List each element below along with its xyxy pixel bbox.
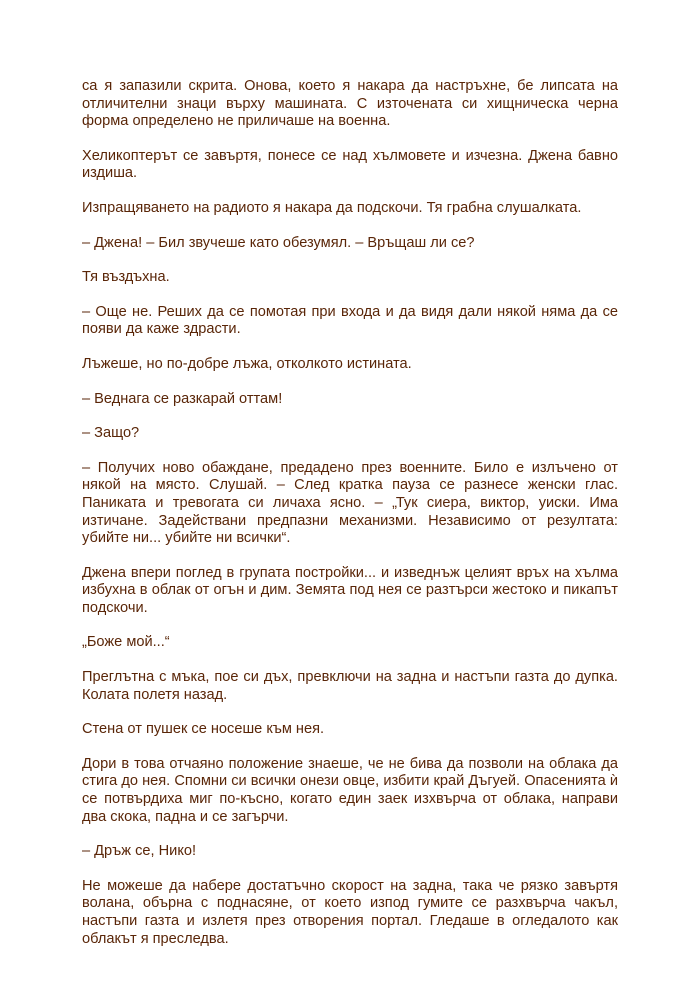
paragraph: – Веднага се разкарай оттам! — [82, 390, 283, 407]
paragraph: – Още не. Реших да се помотая при входа и да видя дали някой няма да се появи да каже здрасти. — [82, 303, 618, 338]
paragraph: Джена впери поглед в групата постройки... и изведнъж целият връх на хълма избухна в облак от огън и дим. Земята под нея се разтърси жестоко и пикапът подскочи. — [82, 564, 618, 616]
paragraph: „Боже мой...“ — [82, 634, 170, 651]
paragraph: Тя въздъхна. — [82, 269, 170, 286]
paragraph: Не можеше да набере достатъчно скорост на задна, така че рязко завъртя волана, обърна с поднасяне, от което изпод гумите се разхвърча чакъл, настъпи газта и излетя през отворения портал. Гледаше в огледалото как облакът я преследва. — [82, 877, 618, 947]
paragraph: – Получих ново обаждане, предадено през военните. Било е излъчено от някой на място. Слушай. – След кратка пауза се разнесе женски глас. Паниката и тревогата си личаха ясно. – „Тук сиера, виктор, уиски. Има изтичане. Задействани предпазни механизми. Независимо от резултата: убийте ни... убийте ни всички“. — [82, 459, 618, 547]
paragraph: са я запазили скрита. Онова, което я накара да настръхне, бе липсата на отличителни знаци върху машината. С източената си хищническа черна форма определено не приличаше на военна. — [82, 78, 618, 130]
paragraph: Изпращяването на радиото я накара да подскочи. Тя грабна слушалката. — [82, 199, 582, 216]
document-page — [82, 78, 618, 965]
paragraph: Стена от пушек се носеше към нея. — [82, 721, 325, 738]
paragraph: – Дръж се, Нико! — [82, 843, 197, 860]
paragraph: Хеликоптерът се завъртя, понесе се над хълмовете и изчезна. Джена бавно издиша. — [82, 147, 618, 182]
paragraph: Лъжеше, но по-добре лъжа, отколкото истината. — [82, 355, 412, 372]
paragraph: Преглътна с мъка, пое си дъх, превключи на задна и настъпи газта до дупка. Колата полетя назад. — [82, 669, 618, 703]
paragraph: – Защо? — [82, 425, 140, 442]
paragraph: Дори в това отчаяно положение знаеше, че не бива да позволи на облака да стига до нея. Спомни си всички онези овце, избити край Дъгуей. Опасенията ѝ се потвърдиха миг по-късно, когато един заек изхвърча от облака, направи два скока, падна и се загърчи. — [82, 755, 618, 825]
paragraph: – Джена! – Бил звучеше като обезумял. – Връщаш ли се? — [82, 234, 475, 251]
